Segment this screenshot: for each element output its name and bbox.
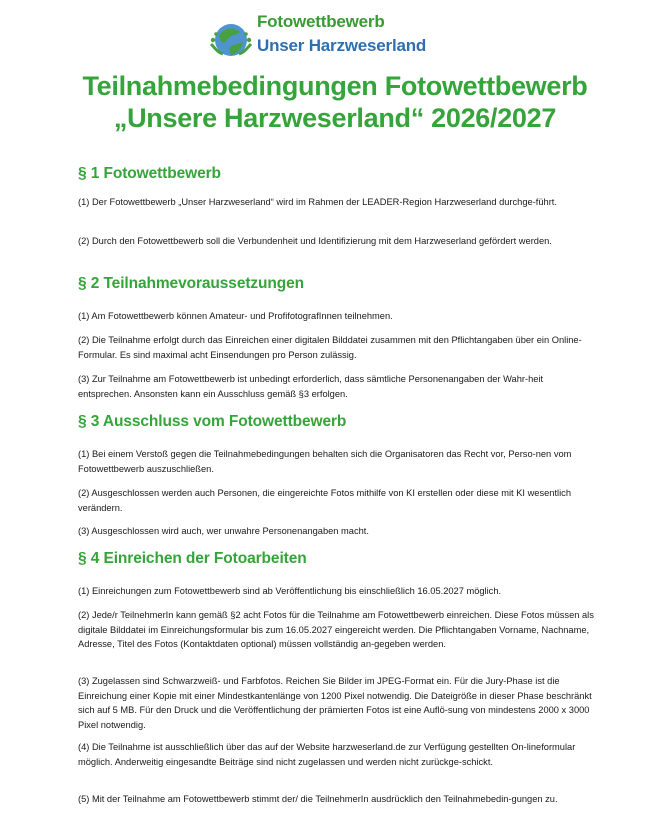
section-2-paragraph-2: (2) Die Teilnahme erfolgt durch das Einreichen einer digitalen Bilddatei zusammen mit den Pflichtangaben über ein Online-Formular. Es sind maximal acht Einsendungen pro Person zulässig. [78,335,582,360]
globe-leaf-icon [207,14,255,62]
logo-line2: Unser Harzweserland [257,36,427,55]
section-4-paragraph-3: (3) Zugelassen sind Schwarzweiß- und Farbfotos. Reichen Sie Bilder im JPEG-Format ein. Für die Jury-Phase ist die Einreichung einer Kopie mit einer Mindestkantenlänge von 1200 Pixel notwendig. Die Dateigröße in dieser Phase beschränkt sich auf 5 MB. Für den Druck und die Veröffentlichung der prämierten Fotos ist eine Auflö-sung von mindestens 2000 x 3000 Pixel notwendig. [78,676,592,730]
section-2-paragraph-3: (3) Zur Teilnahme am Fotowettbewerb ist unbedingt erforderlich, dass sämtliche Personenangaben der Wahr-heit entsprechen. Ansonsten kann ein Ausschluss gemäß §3 erfolgen. [78,374,544,399]
document-title [0,70,670,134]
title-line1: Teilnahmebedingungen Fotowettbewerb [82,71,588,101]
section-heading-3: § 3 Ausschluss vom Fotowettbewerb [78,413,347,430]
section-heading-1: § 1 Fotowettbewerb [78,165,221,182]
section-heading-4: § 4 Einreichen der Fotoarbeiten [78,550,307,567]
logo [207,6,437,66]
section-4-paragraph-2: (2) Jede/r TeilnehmerIn kann gemäß §2 acht Fotos für die Teilnahme am Fotowettbewerb einreichen. Diese Fotos müssen als digitale Bilddatei im Einreichungsformular bis zum 16.05.2027 eingereicht werden. Die Pflichtangaben Vorname, Nachname, Adresse, Titel des Fotos (Kontaktdaten optional) müssen vollständig an-gegeben werden. [78,610,594,649]
section-1-paragraph-1: (1) Der Fotowettbewerb „Unser Harzweserland“ wird im Rahmen der LEADER-Region Harzweserland durchge-führt. [78,197,557,207]
section-2-paragraph-1: (1) Am Fotowettbewerb können Amateur- und ProfifotografInnen teilnehmen. [78,311,393,321]
logo-line1: Fotowettbewerb [257,12,385,31]
section-3-paragraph-1: (1) Bei einem Verstoß gegen die Teilnahmebedingungen behalten sich die Organisatoren das Recht vor, Perso-nen vom Fotowettbewerb auszuschließen. [78,449,572,474]
section-1-paragraph-2: (2) Durch den Fotowettbewerb soll die Verbundenheit und Identifizierung mit dem Harzweserland gefördert werden. [78,236,552,246]
section-4-paragraph-1: (1) Einreichungen zum Fotowettbewerb sind ab Veröffentlichung bis einschließlich 16.05.2027 möglich. [78,586,502,596]
section-3-paragraph-2: (2) Ausgeschlossen werden auch Personen, die eingereichte Fotos mithilfe von KI erstellen oder diese mit KI wesentlich verändern. [78,488,571,513]
section-heading-2: § 2 Teilnahmevoraussetzungen [78,275,305,292]
title-line2: „Unsere Harzweserland“ 2026/2027 [113,103,557,133]
section-3-paragraph-3: (3) Ausgeschlossen wird auch, wer unwahre Personenangaben macht. [78,526,369,536]
section-4-paragraph-4: (4) Die Teilnahme ist ausschließlich über das auf der Website harzweserland.de zur Verfügung gestellten On-lineformular möglich. Anderweitig eingesandte Beiträge sind nicht zugelassen und werden nicht zurückge-schickt. [78,742,576,767]
section-4-paragraph-5: (5) Mit der Teilnahme am Fotowettbewerb stimmt der/ die TeilnehmerIn ausdrücklich den Teilnahmebedin-gungen zu. [78,794,558,804]
